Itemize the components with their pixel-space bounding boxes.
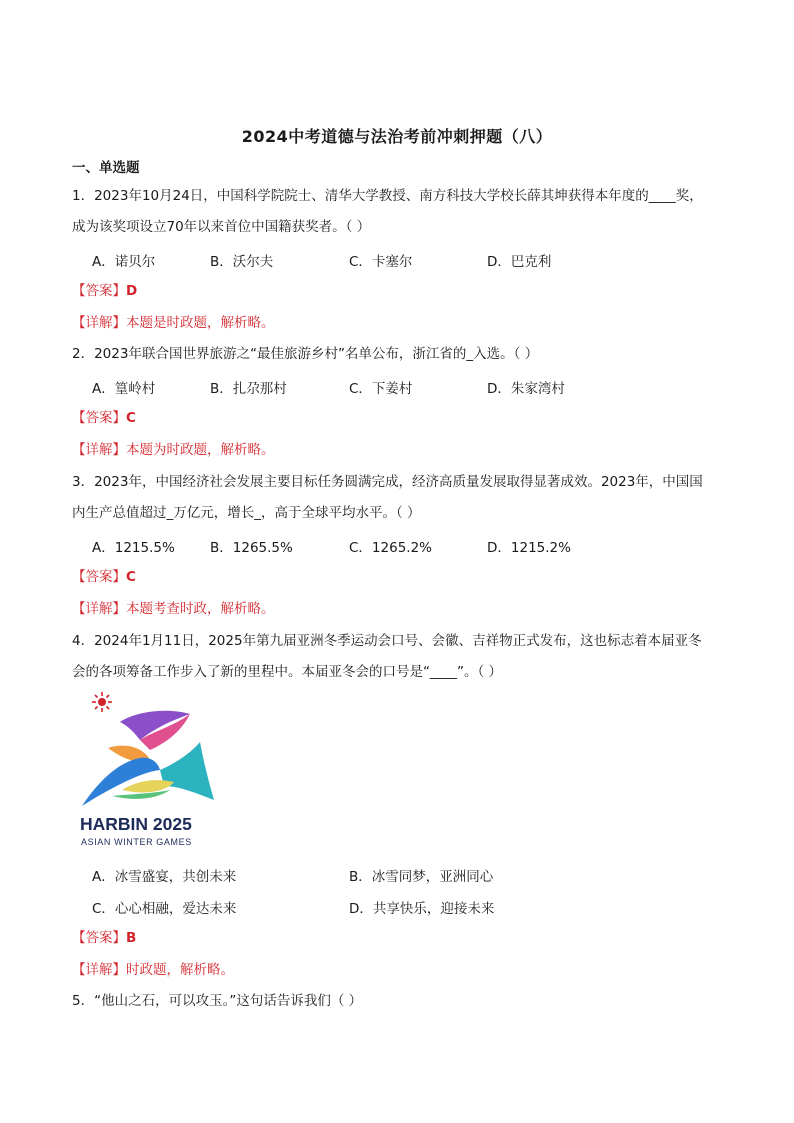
detail-text: 时政题，解析略。	[126, 962, 234, 978]
question-3-option-a: A．1215.5%	[92, 540, 175, 556]
question-2-option-a: A．篁岭村	[92, 381, 156, 397]
answer-value: C	[126, 569, 136, 585]
logo-wordmark: HARBIN 2025	[80, 814, 192, 834]
section-heading: 一、单选题	[72, 160, 140, 176]
detail-text: 本题是时政题，解析略。	[126, 315, 275, 331]
question-3-option-d: D．1215.2%	[487, 540, 571, 556]
question-4-option-b: B．冰雪同梦，亚洲同心	[349, 869, 494, 885]
question-5-line-1: 5．“他山之石，可以攻玉。”这句话告诉我们（ ）	[72, 993, 363, 1009]
question-1-answer	[72, 281, 137, 301]
answer-label: 【答案】	[72, 930, 126, 946]
logo-subtitle: ASIAN WINTER GAMES	[81, 837, 192, 847]
answer-label: 【答案】	[72, 569, 126, 585]
question-3-answer	[72, 567, 136, 587]
question-1-option-b: B．沃尔夫	[210, 254, 274, 270]
question-1-line-2: 成为该奖项设立70年以来首位中国籍获奖者。（ ）	[72, 219, 371, 235]
question-4-option-a: A．冰雪盛宴，共创未来	[92, 869, 237, 885]
detail-label: 【详解】	[72, 962, 126, 978]
question-2-option-c: C．下姜村	[349, 381, 413, 397]
question-3-detail	[72, 599, 275, 619]
question-1-line-1: 1．2023年10月24日，中国科学院院士、清华大学教授、南方科技大学校长薛其坤获得本年度的____奖，	[72, 188, 703, 204]
question-4-option-d: D．共享快乐，迎接未来	[349, 901, 495, 917]
question-2-option-d: D．朱家湾村	[487, 381, 565, 397]
question-1-option-a: A．诺贝尔	[92, 254, 156, 270]
detail-label: 【详解】	[72, 442, 126, 458]
question-2-answer	[72, 408, 136, 428]
question-4-line-1: 4．2024年1月11日，2025年第九届亚洲冬季运动会口号、会徽、吉祥物正式发布，这也标志着本届亚冬	[72, 633, 702, 649]
question-3-option-c: C．1265.2%	[349, 540, 432, 556]
answer-value: B	[126, 930, 137, 946]
answer-value: C	[126, 410, 136, 426]
sun-burst-icon	[92, 692, 112, 712]
detail-label: 【详解】	[72, 315, 126, 331]
answer-label: 【答案】	[72, 410, 126, 426]
answer-value: D	[126, 283, 138, 299]
detail-label: 【详解】	[72, 601, 126, 617]
detail-text: 本题考查时政，解析略。	[126, 601, 275, 617]
question-4-option-c: C．心心相融，爱达未来	[92, 901, 237, 917]
question-2-line-1: 2．2023年联合国世界旅游之“最佳旅游乡村”名单公布，浙江省的_入选。（ ）	[72, 346, 539, 362]
question-4-detail	[72, 960, 234, 980]
answer-label: 【答案】	[72, 283, 126, 299]
question-2-detail	[72, 440, 275, 460]
page-title: 2024中考道德与法治考前冲刺押题（八）	[241, 127, 553, 146]
question-3-line-2: 内生产总值超过_万亿元，增长_，高于全球平均水平。（ ）	[72, 505, 421, 521]
question-4-answer	[72, 928, 136, 948]
question-1-option-d: D．巴克利	[487, 254, 552, 270]
harbin-2025-emblem-icon	[78, 690, 218, 850]
question-4-line-2: 会的各项筹备工作步入了新的里程中。本届亚冬会的口号是“____”。（ ）	[72, 664, 503, 680]
question-1-option-c: C．卡塞尔	[349, 254, 413, 270]
question-1-detail	[72, 313, 275, 333]
harbin-2025-logo	[78, 690, 218, 850]
question-3-line-1: 3．2023年，中国经济社会发展主要目标任务圆满完成，经济高质量发展取得显著成效。2023年，中国国	[72, 474, 703, 490]
question-3-option-b: B．1265.5%	[210, 540, 293, 556]
question-2-option-b: B．扎尕那村	[210, 381, 287, 397]
detail-text: 本题为时政题，解析略。	[126, 442, 275, 458]
